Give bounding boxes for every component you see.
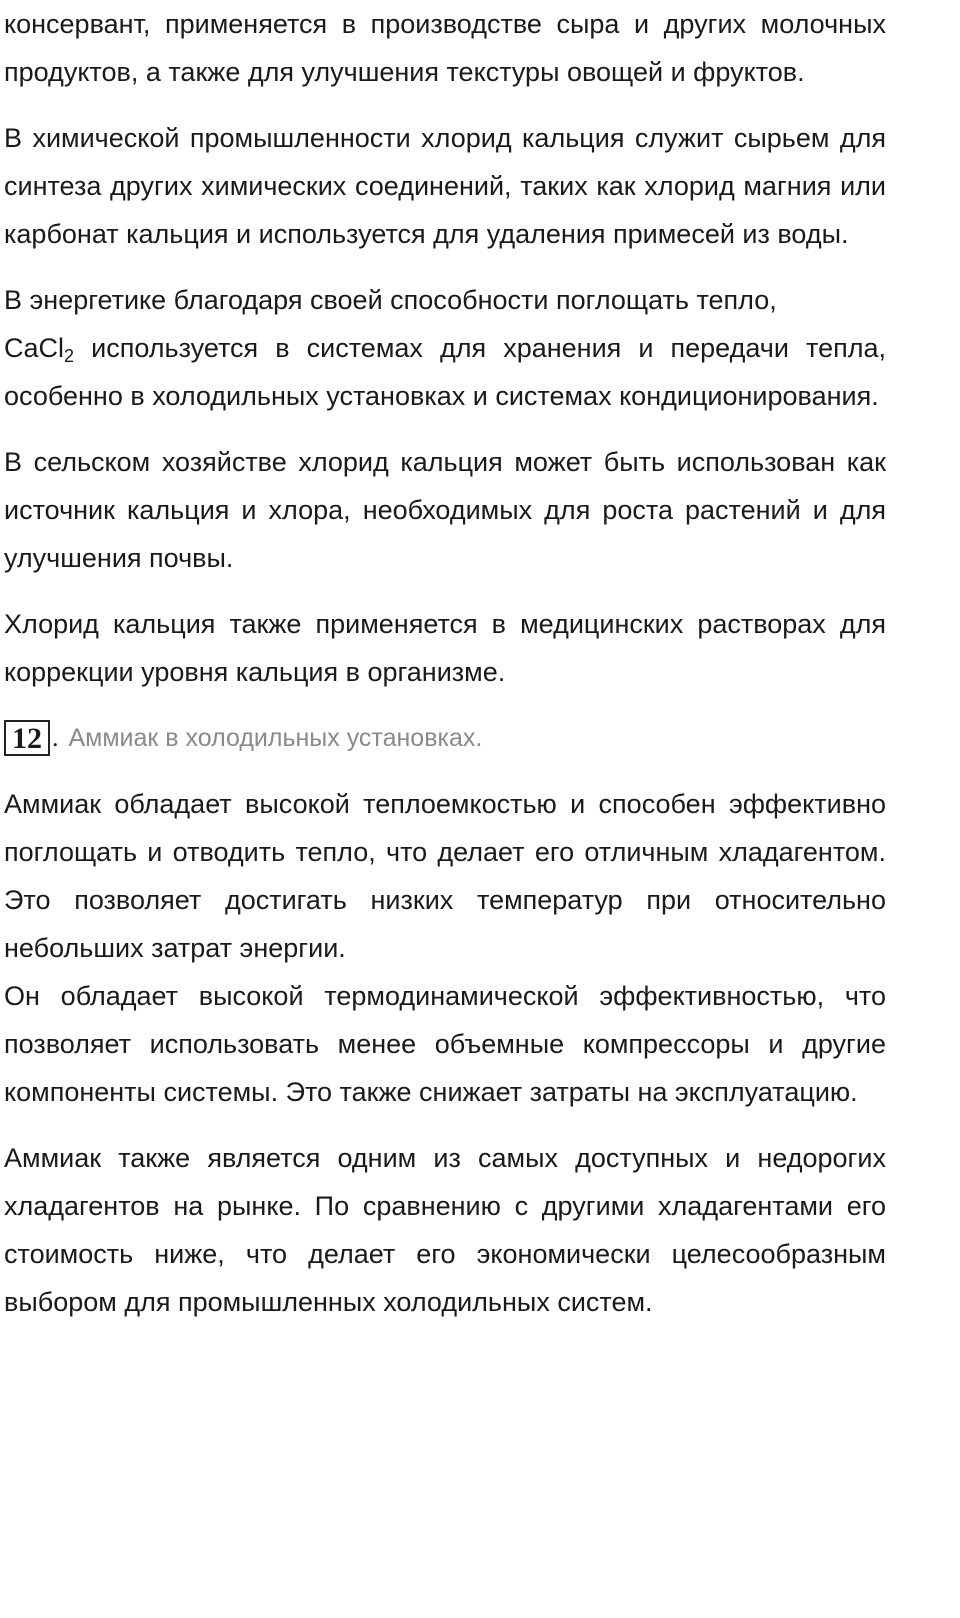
task-number-badge: 12 [4,720,50,756]
paragraph-ammonia-cost: Аммиак также является одним из самых доступных и недорогих хладагентов на рынке. По сравнению с другими хладагентами его стоимость ниже, что делает его экономически целесообразным выбором для промышленных холодильных систем. [4,1143,886,1317]
energy-text-after: используется в системах для хранения и передачи тепла, особенно в холодильных установках и системах кондиционирования. [4,333,886,411]
paragraph-medicine: Хлорид кальция также применяется в медицинских растворах для коррекции уровня кальция в организме. [4,609,886,687]
formula-cacl2 [4,333,75,366]
energy-text-before: В энергетике благодаря своей способности поглощать тепло, [4,285,777,315]
paragraph-ammonia-efficiency: Он обладает высокой термодинамической эффективностью, что позволяет использовать менее объемные компрессоры и другие компоненты системы. Это также снижает затраты на эксплуатацию. [4,981,886,1107]
paragraph-energy [4,276,886,420]
task-heading [4,714,886,762]
formula-main: CaCl [4,333,65,363]
paragraph-preservative: консервант, применяется в производстве сыра и других молочных продуктов, а также для улучшения текстуры овощей и фруктов. [4,9,886,87]
document-page [4,0,886,1326]
formula-subscript: 2 [64,346,75,366]
task-number-dot: . [52,723,59,752]
paragraph-chemical-industry: В химической промышленности хлорид кальция служит сырьем для синтеза других химических соединений, таких как хлорид магния или карбонат кальция и используется для удаления примесей из воды. [4,123,886,249]
paragraph-ammonia-heat-capacity: Аммиак обладает высокой теплоемкостью и способен эффективно поглощать и отводить тепло, что делает его отличным хладагентом. Это позволяет достигать низких температур при относительно небольших затрат энергии. [4,789,886,963]
paragraph-agriculture: В сельском хозяйстве хлорид кальция может быть использован как источник кальция и хлора, необходимых для роста растений и для улучшения почвы. [4,447,886,573]
task-title: Аммиак в холодильных установках. [68,724,483,752]
